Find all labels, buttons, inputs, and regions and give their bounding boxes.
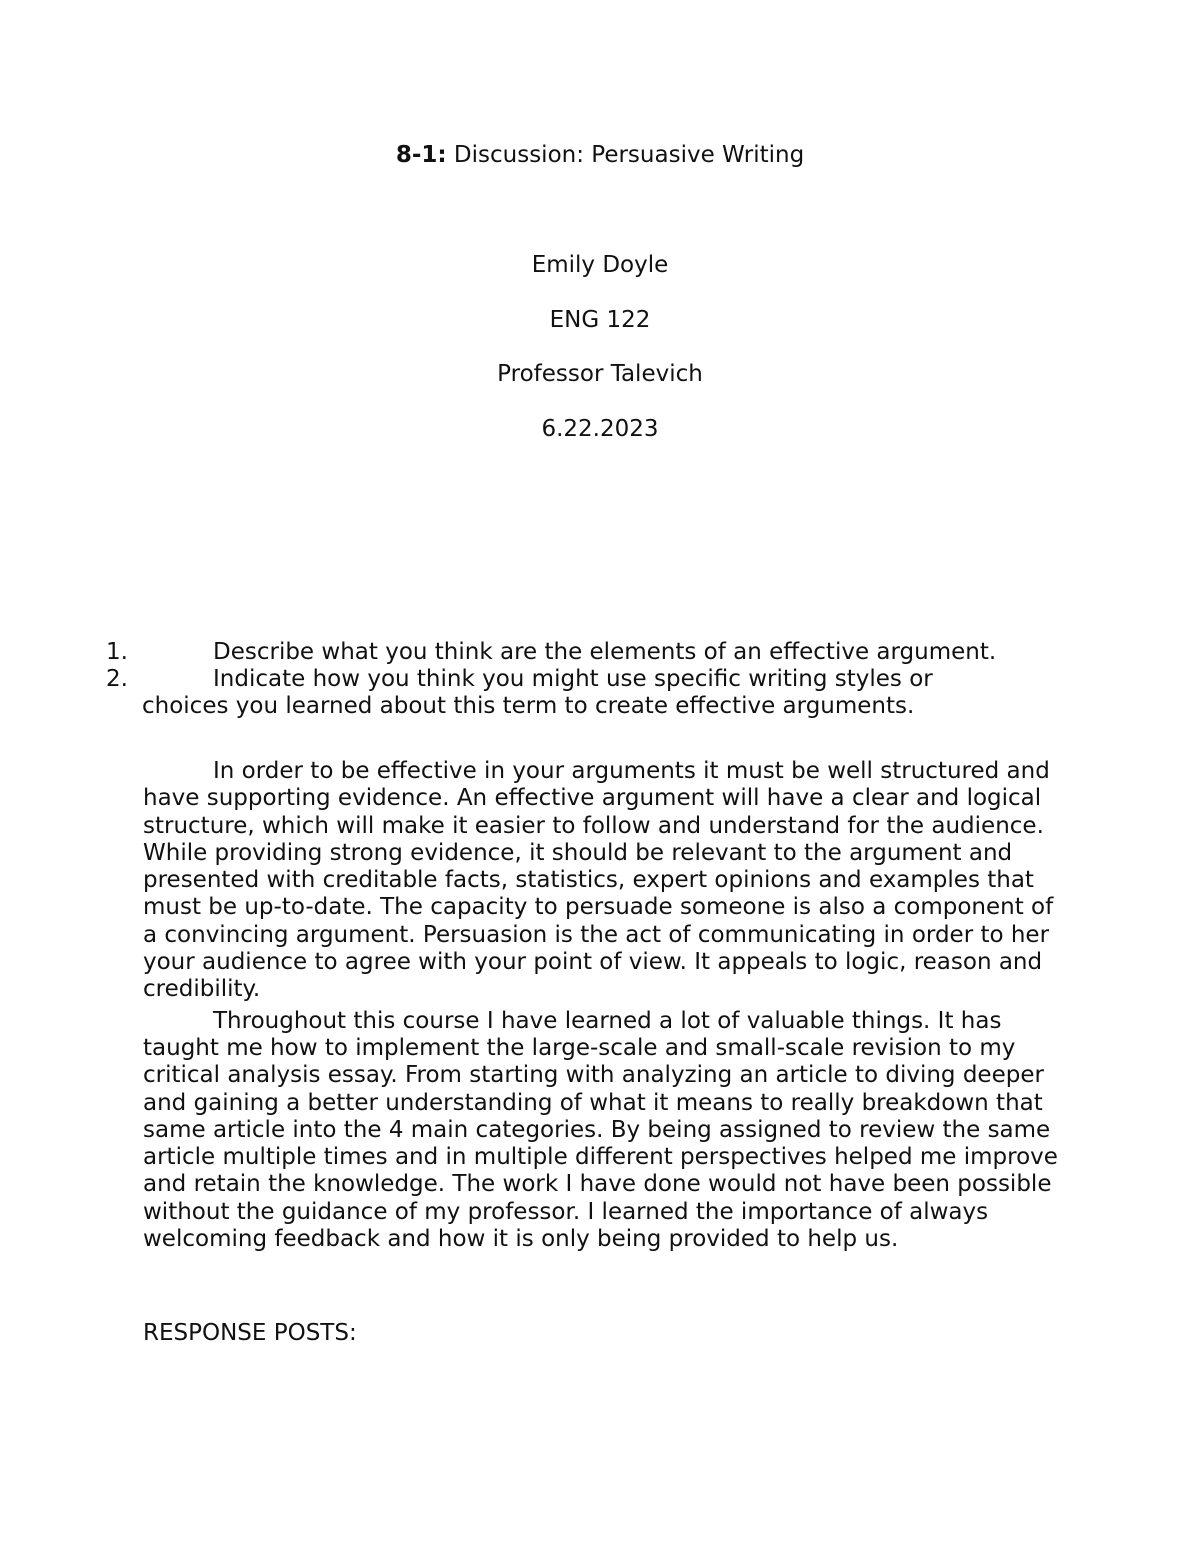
prompt-text-continuation: choices you learned about this term to create effective arguments. [142, 693, 915, 719]
essay-paragraph: Throughout this course I have learned a lot of valuable things. It has taught me how to implement the large-scale and small-scale revision to my critical analysis essay. From starting with analyzing an article to diving deeper and gaining a better understanding of what it means to really breakdown that same article into the 4 main categories. By being assigned to review the same article multiple times and in multiple different perspectives helped me improve and retain the knowledge. The work I have done would not have been possible without the guidance of my professor. I learned the importance of always welcoming feedback and how it is only being provided to help us. [143, 1007, 1058, 1253]
prompt-text: Describe what you think are the elements of an effective argument. [213, 639, 997, 665]
essay-paragraph: In order to be effective in your arguments it must be well structured and have supporting evidence. An effective argument will have a clear and logical structure, which will make it easier to follow and understand for the audience. While providing strong evidence, it should be relevant to the argument and presented with creditable facts, statistics, expert opinions and examples that must be up-to-date. The capacity to persuade someone is also a component of a convincing argument. Persuasion is the act of communicating in order to her your audience to agree with your point of view. It appeals to logic, reason and credibility. [143, 758, 1054, 1003]
essay-body [143, 758, 1063, 1253]
title-number: 8-1: [395, 142, 447, 168]
document-title [0, 141, 1200, 169]
title-text: Discussion: Persuasive Writing [446, 142, 805, 168]
document-date: 6.22.2023 [541, 416, 659, 442]
author-name: Emily Doyle [531, 252, 669, 278]
response-posts-heading: RESPONSE POSTS: [143, 1320, 357, 1346]
prompt-number: 2. [106, 666, 128, 692]
course-name: ENG 122 [549, 307, 651, 333]
prompt-item [106, 639, 1056, 666]
prompt-text: Indicate how you think you might use specific writing styles or [213, 666, 933, 692]
prompt-list [106, 639, 1056, 720]
prompt-number: 1. [106, 639, 128, 665]
professor-name: Professor Talevich [497, 361, 703, 387]
prompt-item [106, 666, 1056, 720]
